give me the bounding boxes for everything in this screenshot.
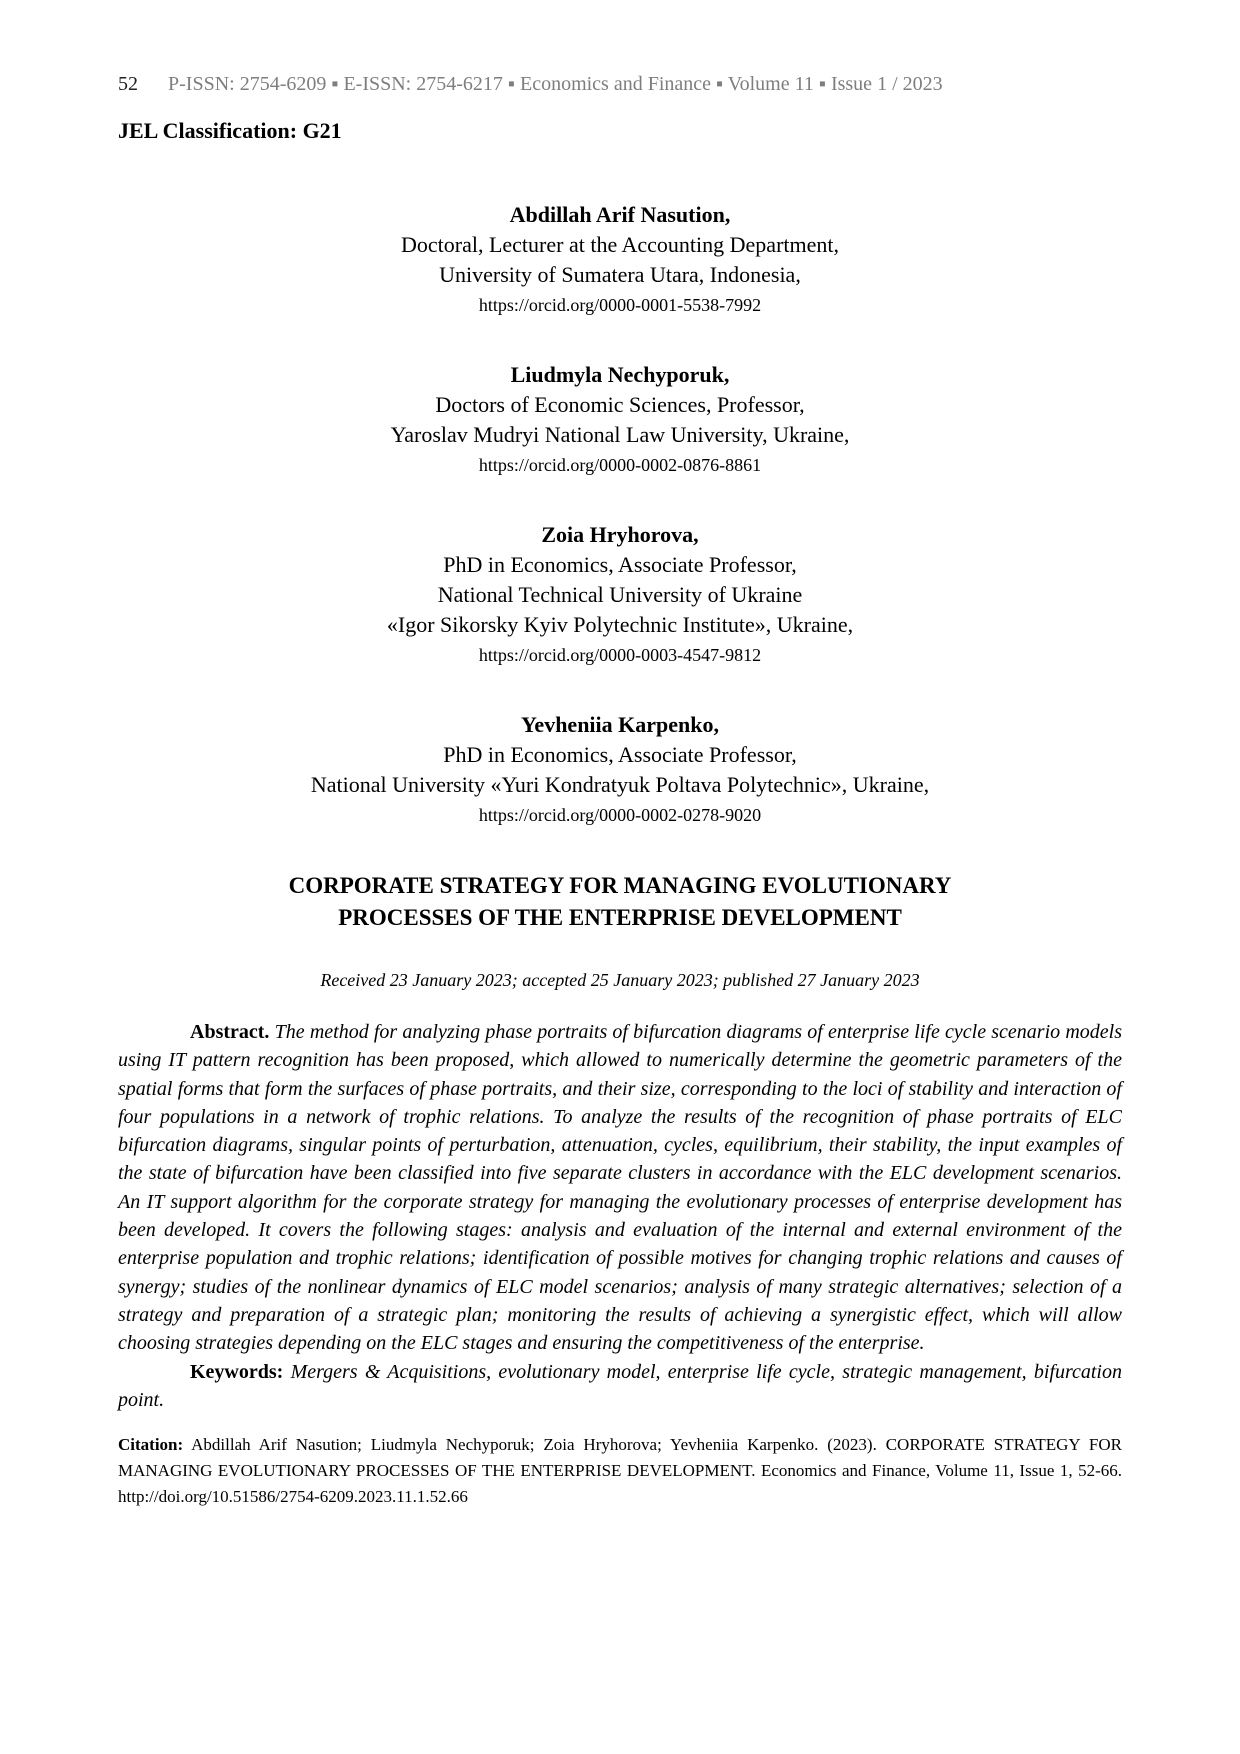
received-dates-line: Received 23 January 2023; accepted 25 January 2023; published 27 January 2023: [320, 970, 920, 990]
citation-text: Abdillah Arif Nasution; Liudmyla Nechyporuk; Zoia Hryhorova; Yevheniia Karpenko. (2023). CORPORATE STRATEGY FOR MANAGING EVOLUTIONARY PROCESSES OF THE ENTERPRISE DEVELOPMENT. Economics and Finance, Volume 11, Issue 1, 52-66.: [118, 1435, 1122, 1481]
author-name: Yevheniia Karpenko,: [520, 712, 720, 737]
orcid-link[interactable]: https://orcid.org/0000-0002-0278-9020: [478, 805, 762, 825]
article-title-line: CORPORATE STRATEGY FOR MANAGING EVOLUTIONARY: [288, 873, 952, 898]
keywords-paragraph: [118, 1358, 1122, 1415]
abstract-label: Abstract.: [190, 1021, 270, 1043]
author-affiliation-line: University of Sumatera Utara, Indonesia,: [439, 262, 801, 287]
author-name: Abdillah Arif Nasution,: [509, 202, 731, 227]
author-affiliation-line: Doctoral, Lecturer at the Accounting Department,: [401, 232, 839, 257]
author-affiliation-line: PhD in Economics, Associate Professor,: [443, 552, 797, 577]
page-number: 52: [118, 73, 138, 95]
author-affiliation-line: Doctors of Economic Sciences, Professor,: [435, 392, 805, 417]
journal-info-line: P-ISSN: 2754-6209 ▪ E-ISSN: 2754-6217 ▪ Economics and Finance ▪ Volume 11 ▪ Issue 1 / 2023: [168, 73, 943, 95]
keywords-label: Keywords:: [190, 1360, 284, 1383]
author-name: Liudmyla Nechyporuk,: [510, 362, 730, 387]
orcid-link[interactable]: https://orcid.org/0000-0001-5538-7992: [478, 295, 762, 315]
author-affiliation-line: National University «Yuri Kondratyuk Poltava Polytechnic», Ukraine,: [310, 772, 930, 797]
author-affiliation-line: Yaroslav Mudryi National Law University, Ukraine,: [390, 422, 850, 447]
abstract-paragraph: [118, 1018, 1122, 1358]
doi-link[interactable]: http://doi.org/10.51586/2754-6209.2023.11.1.52.66: [118, 1487, 468, 1507]
authors-section: [118, 200, 1122, 830]
citation-paragraph: [118, 1432, 1122, 1510]
citation-label: Citation:: [118, 1435, 184, 1455]
jel-classification: JEL Classification: G21: [118, 118, 342, 143]
author-affiliation-line: «Igor Sikorsky Kyiv Polytechnic Institute», Ukraine,: [386, 612, 854, 637]
article-title: [118, 870, 1122, 934]
abstract-text: The method for analyzing phase portraits of bifurcation diagrams of enterprise life cycle scenario models using IT pattern recognition has been proposed, which allowed to numerically determine the geometric parameters of the spatial forms that form the surfaces of phase portraits, and their size, corresponding to the loci of stability and interaction of four populations in a network of trophic relations. To analyze the results of the recognition of phase portraits of ELC bifurcation diagrams, singular points of perturbation, attenuation, cycles, equilibrium, their stability, the input examples of the state of bifurcation have been classified into five separate clusters in accordance with the ELC development scenarios. An IT support algorithm for the corporate strategy for managing the evolutionary processes of enterprise development has been developed. It covers the following stages: analysis and evaluation of the internal and external environment of the enterprise population and trophic relations; identification of possible motives for changing trophic relations and causes of synergy; studies of the nonlinear dynamics of ELC model scenarios; analysis of many strategic alternatives; selection of a strategy and preparation of a strategic plan; monitoring the results of achieving a synergistic effect, which will allow choosing strategies depending on the ELC stages and ensuring the competitiveness of the enterprise.: [118, 1021, 1122, 1355]
author-affiliation-line: National Technical University of Ukraine: [437, 582, 803, 607]
author-block-1: [118, 200, 1122, 320]
author-name: Zoia Hryhorova,: [541, 522, 699, 547]
orcid-link[interactable]: https://orcid.org/0000-0003-4547-9812: [478, 645, 762, 665]
author-affiliation-line: PhD in Economics, Associate Professor,: [443, 742, 797, 767]
running-head: [118, 72, 1122, 96]
author-block-2: [118, 360, 1122, 480]
keywords-text: Mergers & Acquisitions, evolutionary model, enterprise life cycle, strategic management, bifurcation point.: [118, 1360, 1122, 1411]
article-title-line: PROCESSES OF THE ENTERPRISE DEVELOPMENT: [338, 905, 902, 930]
author-block-3: [118, 520, 1122, 670]
orcid-link[interactable]: https://orcid.org/0000-0002-0876-8861: [478, 455, 762, 475]
author-block-4: [118, 710, 1122, 830]
